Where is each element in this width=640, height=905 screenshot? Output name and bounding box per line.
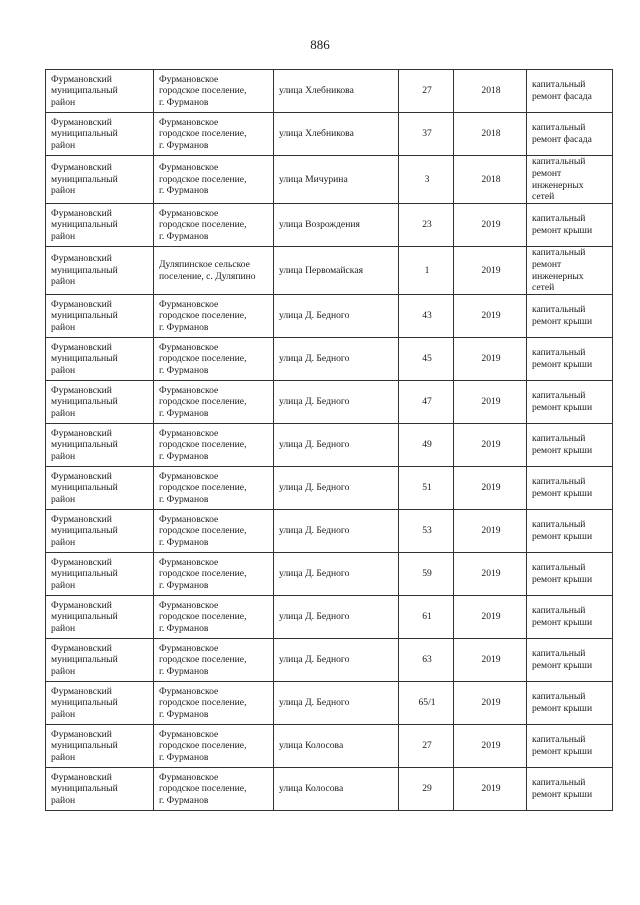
work-type-cell-line: ремонт крыши xyxy=(532,660,593,671)
house-number-cell: 45 xyxy=(399,338,454,381)
work-type-cell-line: ремонт крыши xyxy=(532,359,593,370)
district-cell-line: Фурмановский xyxy=(51,207,112,219)
house-number-cell: 59 xyxy=(399,553,454,596)
district-cell xyxy=(46,204,154,247)
street-cell: улица Хлебникова xyxy=(274,113,399,156)
district-cell xyxy=(46,639,154,682)
district-cell-line: район xyxy=(51,276,76,288)
year-cell: 2019 xyxy=(454,204,527,247)
district-cell-line: район xyxy=(51,407,76,419)
street-cell: улица Д. Бедного xyxy=(274,510,399,553)
table-row xyxy=(46,768,613,811)
district-cell-line: муниципальный xyxy=(51,85,118,97)
year-cell: 2019 xyxy=(454,467,527,510)
district-cell-line: район xyxy=(51,665,76,677)
district-cell-line: район xyxy=(51,794,76,806)
house-number-cell: 27 xyxy=(399,725,454,768)
work-type-cell-line: капитальный xyxy=(532,476,586,488)
settlement-cell-line: Фурмановское xyxy=(159,513,219,525)
settlement-cell xyxy=(154,639,274,682)
district-cell xyxy=(46,467,154,510)
district-cell-line: Фурмановский xyxy=(51,685,112,697)
district-cell-line: район xyxy=(51,751,76,763)
table-row xyxy=(46,156,613,204)
district-cell-line: Фурмановский xyxy=(51,384,112,396)
year-cell: 2019 xyxy=(454,295,527,338)
work-type-cell-line: ремонт крыши xyxy=(532,574,593,585)
work-type-cell xyxy=(527,113,613,156)
house-number-cell: 23 xyxy=(399,204,454,247)
table-row xyxy=(46,424,613,467)
settlement-cell-line: Фурмановское xyxy=(159,207,219,219)
work-type-cell-line: ремонт крыши xyxy=(532,617,593,628)
street-cell: улица Колосова xyxy=(274,725,399,768)
table-row xyxy=(46,70,613,113)
district-cell-line: муниципальный xyxy=(51,439,118,451)
settlement-cell-line: городское поселение, xyxy=(159,128,247,140)
settlement-cell-line: г. Фурманов xyxy=(159,536,209,548)
district-cell-line: район xyxy=(51,364,76,376)
settlement-cell-line: г. Фурманов xyxy=(159,139,209,151)
district-cell xyxy=(46,553,154,596)
settlement-cell-line: городское поселение, xyxy=(159,611,247,623)
district-cell-line: район xyxy=(51,96,76,108)
district-cell-line: Фурмановский xyxy=(51,556,112,568)
settlement-cell-line: городское поселение, xyxy=(159,353,247,365)
house-number-cell: 63 xyxy=(399,639,454,682)
settlement-cell-line: г. Фурманов xyxy=(159,230,209,242)
work-type-cell xyxy=(527,510,613,553)
district-cell-line: Фурмановский xyxy=(51,728,112,740)
district-cell-line: Фурмановский xyxy=(51,253,112,265)
district-cell xyxy=(46,156,154,204)
district-cell xyxy=(46,725,154,768)
district-cell-line: район xyxy=(51,185,76,197)
settlement-cell-line: Фурмановское xyxy=(159,599,219,611)
district-cell xyxy=(46,510,154,553)
street-cell: улица Д. Бедного xyxy=(274,467,399,510)
district-cell-line: Фурмановский xyxy=(51,162,112,174)
settlement-cell-line: Фурмановское xyxy=(159,116,219,128)
table-row xyxy=(46,725,613,768)
district-cell-line: район xyxy=(51,579,76,591)
table-row xyxy=(46,467,613,510)
settlement-cell-line: городское поселение, xyxy=(159,310,247,322)
settlement-cell-line: городское поселение, xyxy=(159,568,247,580)
settlement-cell xyxy=(154,113,274,156)
street-cell: улица Д. Бедного xyxy=(274,381,399,424)
settlement-cell-line: городское поселение, xyxy=(159,740,247,752)
work-type-cell-line: капитальный xyxy=(532,648,586,660)
work-type-cell-line: ремонт xyxy=(532,258,562,270)
year-cell: 2018 xyxy=(454,70,527,113)
table-row xyxy=(46,204,613,247)
district-cell-line: муниципальный xyxy=(51,219,118,231)
work-type-cell xyxy=(527,381,613,424)
settlement-cell xyxy=(154,768,274,811)
settlement-cell-line: г. Фурманов xyxy=(159,407,209,419)
work-type-cell-line: ремонт фасада xyxy=(532,91,592,102)
house-number-cell: 47 xyxy=(399,381,454,424)
settlement-cell xyxy=(154,381,274,424)
settlement-cell-line: Фурмановское xyxy=(159,556,219,568)
street-cell: улица Колосова xyxy=(274,768,399,811)
work-type-cell-line: капитальный xyxy=(532,247,586,259)
work-type-cell-line: капитальный xyxy=(532,562,586,574)
district-cell-line: муниципальный xyxy=(51,525,118,537)
work-type-cell-line: капитальный xyxy=(532,347,586,359)
work-type-cell-line: капитальный xyxy=(532,433,586,445)
settlement-cell-line: Фурмановское xyxy=(159,642,219,654)
table-row xyxy=(46,596,613,639)
work-type-cell xyxy=(527,70,613,113)
settlement-cell xyxy=(154,247,274,295)
work-type-cell-line: капитальный xyxy=(532,390,586,402)
work-type-cell-line: ремонт xyxy=(532,167,562,179)
table-body xyxy=(46,70,613,811)
district-cell-line: район xyxy=(51,708,76,720)
settlement-cell-line: г. Фурманов xyxy=(159,751,209,763)
work-type-cell xyxy=(527,553,613,596)
settlement-cell-line: городское поселение, xyxy=(159,439,247,451)
house-number-cell: 65/1 xyxy=(399,682,454,725)
work-type-cell-line: капитальный xyxy=(532,777,586,789)
work-type-cell-line: капитальный xyxy=(532,156,586,168)
settlement-cell-line: г. Фурманов xyxy=(159,794,209,806)
work-type-cell-line: ремонт крыши xyxy=(532,531,593,542)
settlement-cell-line: городское поселение, xyxy=(159,482,247,494)
house-number-cell: 61 xyxy=(399,596,454,639)
street-cell: улица Д. Бедного xyxy=(274,553,399,596)
street-cell: улица Первомайская xyxy=(274,247,399,295)
house-number-cell: 51 xyxy=(399,467,454,510)
table-row xyxy=(46,381,613,424)
district-cell-line: муниципальный xyxy=(51,611,118,623)
district-cell-line: муниципальный xyxy=(51,783,118,795)
table-row xyxy=(46,247,613,295)
settlement-cell-line: Фурмановское xyxy=(159,162,219,174)
work-type-cell-line: капитальный xyxy=(532,519,586,531)
settlement-cell-line: Фурмановское xyxy=(159,685,219,697)
work-type-cell xyxy=(527,247,613,295)
district-cell-line: Фурмановский xyxy=(51,599,112,611)
district-cell-line: муниципальный xyxy=(51,396,118,408)
work-type-cell xyxy=(527,768,613,811)
settlement-cell-line: Фурмановское xyxy=(159,728,219,740)
work-type-cell xyxy=(527,467,613,510)
year-cell: 2019 xyxy=(454,338,527,381)
district-cell-line: муниципальный xyxy=(51,128,118,140)
settlement-cell-line: городское поселение, xyxy=(159,396,247,408)
street-cell: улица Д. Бедного xyxy=(274,424,399,467)
year-cell: 2019 xyxy=(454,639,527,682)
year-cell: 2019 xyxy=(454,381,527,424)
year-cell: 2019 xyxy=(454,247,527,295)
settlement-cell-line: г. Фурманов xyxy=(159,96,209,108)
district-cell xyxy=(46,338,154,381)
settlement-cell xyxy=(154,204,274,247)
street-cell: улица Хлебникова xyxy=(274,70,399,113)
year-cell: 2019 xyxy=(454,682,527,725)
settlement-cell-line: городское поселение, xyxy=(159,219,247,231)
house-number-cell: 29 xyxy=(399,768,454,811)
district-cell-line: район xyxy=(51,230,76,242)
settlement-cell xyxy=(154,467,274,510)
house-number-cell: 1 xyxy=(399,247,454,295)
district-cell xyxy=(46,113,154,156)
year-cell: 2019 xyxy=(454,424,527,467)
settlement-cell xyxy=(154,510,274,553)
settlement-cell-line: Фурмановское xyxy=(159,771,219,783)
district-cell-line: муниципальный xyxy=(51,740,118,752)
settlement-cell xyxy=(154,682,274,725)
settlement-cell-line: Фурмановское xyxy=(159,427,219,439)
table-row xyxy=(46,639,613,682)
street-cell: улица Д. Бедного xyxy=(274,295,399,338)
settlement-cell xyxy=(154,295,274,338)
work-type-cell xyxy=(527,204,613,247)
table-row xyxy=(46,113,613,156)
table-row xyxy=(46,553,613,596)
settlement-cell xyxy=(154,424,274,467)
district-cell xyxy=(46,70,154,113)
work-type-cell-line: ремонт крыши xyxy=(532,703,593,714)
work-type-cell xyxy=(527,639,613,682)
district-cell xyxy=(46,768,154,811)
district-cell-line: Фурмановский xyxy=(51,341,112,353)
work-type-cell-line: сетей xyxy=(532,282,555,294)
work-type-cell-line: инженерных xyxy=(532,270,584,282)
settlement-cell-line: г. Фурманов xyxy=(159,622,209,634)
district-cell xyxy=(46,424,154,467)
district-cell-line: Фурмановский xyxy=(51,73,112,85)
house-number-cell: 43 xyxy=(399,295,454,338)
table-row xyxy=(46,295,613,338)
settlement-cell-line: городское поселение, xyxy=(159,654,247,666)
house-number-cell: 49 xyxy=(399,424,454,467)
house-number-cell: 3 xyxy=(399,156,454,204)
year-cell: 2018 xyxy=(454,156,527,204)
year-cell: 2019 xyxy=(454,553,527,596)
district-cell-line: муниципальный xyxy=(51,568,118,580)
work-type-cell-line: инженерных xyxy=(532,179,584,191)
table-row xyxy=(46,338,613,381)
settlement-cell-line: Фурмановское xyxy=(159,384,219,396)
settlement-cell-line: Фурмановское xyxy=(159,470,219,482)
settlement-cell-line: г. Фурманов xyxy=(159,665,209,677)
house-number-cell: 53 xyxy=(399,510,454,553)
district-cell-line: муниципальный xyxy=(51,173,118,185)
street-cell: улица Д. Бедного xyxy=(274,639,399,682)
settlement-cell xyxy=(154,596,274,639)
table-row xyxy=(46,682,613,725)
house-number-cell: 37 xyxy=(399,113,454,156)
settlement-cell-line: городское поселение, xyxy=(159,783,247,795)
work-type-cell xyxy=(527,295,613,338)
table-row xyxy=(46,510,613,553)
work-type-cell xyxy=(527,338,613,381)
settlement-cell-line: г. Фурманов xyxy=(159,321,209,333)
year-cell: 2018 xyxy=(454,113,527,156)
district-cell-line: район xyxy=(51,622,76,634)
district-cell-line: район xyxy=(51,536,76,548)
page-number: 886 xyxy=(310,37,330,52)
district-cell-line: муниципальный xyxy=(51,353,118,365)
work-type-cell-line: капитальный xyxy=(532,122,586,134)
district-cell-line: район xyxy=(51,139,76,151)
district-cell xyxy=(46,682,154,725)
settlement-cell-line: г. Фурманов xyxy=(159,185,209,197)
work-type-cell xyxy=(527,682,613,725)
work-type-cell-line: ремонт крыши xyxy=(532,789,593,800)
district-cell-line: Фурмановский xyxy=(51,427,112,439)
work-type-cell-line: ремонт крыши xyxy=(532,746,593,757)
district-cell-line: район xyxy=(51,493,76,505)
year-cell: 2019 xyxy=(454,768,527,811)
work-type-cell xyxy=(527,725,613,768)
street-cell: улица Мичурина xyxy=(274,156,399,204)
year-cell: 2019 xyxy=(454,510,527,553)
work-type-cell-line: капитальный xyxy=(532,79,586,91)
work-type-cell xyxy=(527,424,613,467)
repair-schedule-table xyxy=(45,69,613,811)
work-type-cell-line: капитальный xyxy=(532,691,586,703)
work-type-cell-line: ремонт крыши xyxy=(532,402,593,413)
work-type-cell-line: капитальный xyxy=(532,734,586,746)
settlement-cell xyxy=(154,70,274,113)
settlement-cell-line: Фурмановское xyxy=(159,73,219,85)
settlement-cell xyxy=(154,553,274,596)
district-cell-line: Фурмановский xyxy=(51,298,112,310)
work-type-cell-line: ремонт крыши xyxy=(532,225,593,236)
district-cell-line: район xyxy=(51,321,76,333)
district-cell xyxy=(46,596,154,639)
year-cell: 2019 xyxy=(454,596,527,639)
settlement-cell xyxy=(154,338,274,381)
work-type-cell-line: сетей xyxy=(532,191,555,203)
work-type-cell-line: ремонт крыши xyxy=(532,445,593,456)
settlement-cell xyxy=(154,156,274,204)
district-cell-line: Фурмановский xyxy=(51,642,112,654)
district-cell xyxy=(46,247,154,295)
district-cell-line: муниципальный xyxy=(51,482,118,494)
work-type-cell xyxy=(527,596,613,639)
settlement-cell-line: г. Фурманов xyxy=(159,364,209,376)
work-type-cell-line: ремонт крыши xyxy=(532,488,593,499)
settlement-cell-line: городское поселение, xyxy=(159,173,247,185)
settlement-cell-line: городское поселение, xyxy=(159,525,247,537)
settlement-cell-line: поселение, с. Дуляпино xyxy=(159,270,256,282)
settlement-cell-line: городское поселение, xyxy=(159,697,247,709)
settlement-cell-line: Фурмановское xyxy=(159,298,219,310)
work-type-cell-line: ремонт фасада xyxy=(532,134,592,145)
street-cell: улица Д. Бедного xyxy=(274,596,399,639)
settlement-cell-line: г. Фурманов xyxy=(159,579,209,591)
settlement-cell-line: Фурмановское xyxy=(159,341,219,353)
street-cell: улица Д. Бедного xyxy=(274,682,399,725)
work-type-cell-line: капитальный xyxy=(532,605,586,617)
settlement-cell-line: г. Фурманов xyxy=(159,450,209,462)
district-cell-line: район xyxy=(51,450,76,462)
work-type-cell-line: капитальный xyxy=(532,213,586,225)
district-cell-line: муниципальный xyxy=(51,310,118,322)
district-cell-line: Фурмановский xyxy=(51,470,112,482)
district-cell-line: Фурмановский xyxy=(51,513,112,525)
work-type-cell-line: ремонт крыши xyxy=(532,316,593,327)
district-cell xyxy=(46,295,154,338)
settlement-cell-line: Дуляпинское сельское xyxy=(159,258,250,270)
year-cell: 2019 xyxy=(454,725,527,768)
district-cell-line: Фурмановский xyxy=(51,116,112,128)
district-cell xyxy=(46,381,154,424)
house-number-cell: 27 xyxy=(399,70,454,113)
settlement-cell-line: г. Фурманов xyxy=(159,708,209,720)
settlement-cell-line: городское поселение, xyxy=(159,85,247,97)
street-cell: улица Возрождения xyxy=(274,204,399,247)
settlement-cell xyxy=(154,725,274,768)
district-cell-line: муниципальный xyxy=(51,697,118,709)
district-cell-line: муниципальный xyxy=(51,654,118,666)
settlement-cell-line: г. Фурманов xyxy=(159,493,209,505)
street-cell: улица Д. Бедного xyxy=(274,338,399,381)
district-cell-line: муниципальный xyxy=(51,264,118,276)
work-type-cell xyxy=(527,156,613,204)
district-cell-line: Фурмановский xyxy=(51,771,112,783)
work-type-cell-line: капитальный xyxy=(532,304,586,316)
